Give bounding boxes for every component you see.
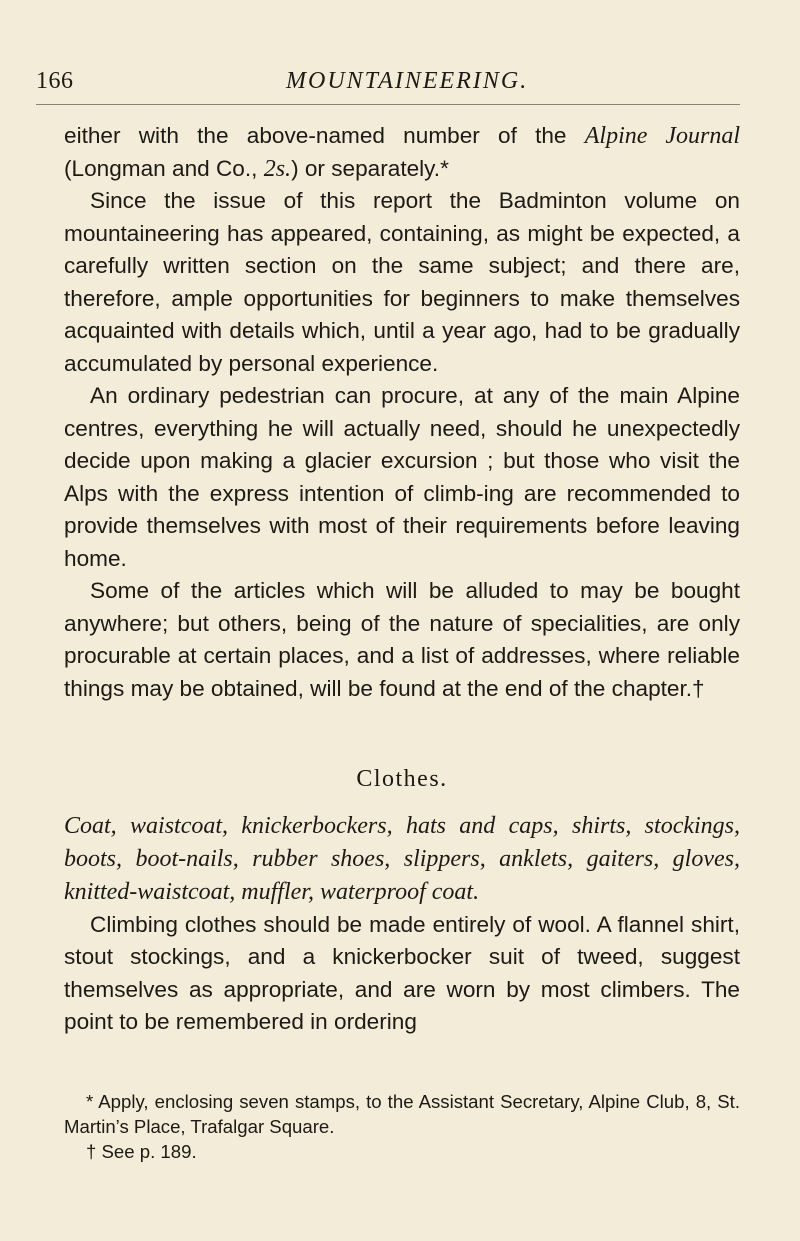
clothing-items-list: Coat, waistcoat, knickerbockers, hats and caps, shirts, stockings, boots, boot-nails, rubber shoes, slippers, anklets, gaiters, gloves, knitted-waistcoat, muffler, waterproof coat.: [64, 812, 740, 905]
running-title: MOUNTAINEERING.: [286, 68, 529, 94]
page-number: 166: [36, 68, 74, 94]
paragraph-text: ) or separately.*: [291, 155, 449, 181]
price-text: 2s.: [263, 155, 292, 182]
paragraph-pedestrian: An ordinary pedestrian can procure, at any of the main Alpine centres, everything he will actually need, should he unexpectedly decide upon making a glacier excursion ; but those who visit the Alps with the express intention of climb-ing are recommended to provide themselves with most of their requirements before leaving home.: [64, 383, 740, 571]
footnote-star: * Apply, enclosing seven stamps, to the Assistant Secretary, Alpine Club, 8, St. Martin’s Place, Trafalgar Square.: [64, 1091, 740, 1137]
running-head: [36, 68, 740, 108]
header-rule: [36, 104, 740, 105]
paragraph-continuation: [64, 120, 740, 185]
paragraph-text: either with the above-named number of the: [64, 123, 585, 148]
paragraph-badminton: Since the issue of this report the Badminton volume on mountaineering has appeared, containing, as might be expected, a carefully written section on the same subject; and there are, therefore, ample opportunities for beginners to make themselves acquainted with details which, until a year ago, had to be gradually accumulated by personal experience.: [64, 188, 740, 376]
paragraph-climbing-clothes: Climbing clothes should be made entirely of wool. A flannel shirt, stout stockings, and a knickerbocker suit of tweed, suggest themselves as appropriate, and are worn by most climbers. The point to be remembered in ordering: [64, 911, 740, 1034]
body-text: [64, 120, 740, 1039]
paragraph-text: (Longman and Co.,: [64, 155, 264, 181]
section-heading: Clothes.: [356, 766, 448, 792]
paragraph-articles: Some of the articles which will be alluded to may be bought anywhere; but others, being of the nature of specialities, are only procurable at certain places, and a list of addresses, where reliable things may be obtained, will be found at the end of the chapter.†: [64, 578, 740, 701]
footnote-dagger: † See p. 189.: [86, 1141, 197, 1162]
journal-title: Alpine Journal: [584, 123, 740, 149]
footnotes: [64, 1089, 740, 1164]
